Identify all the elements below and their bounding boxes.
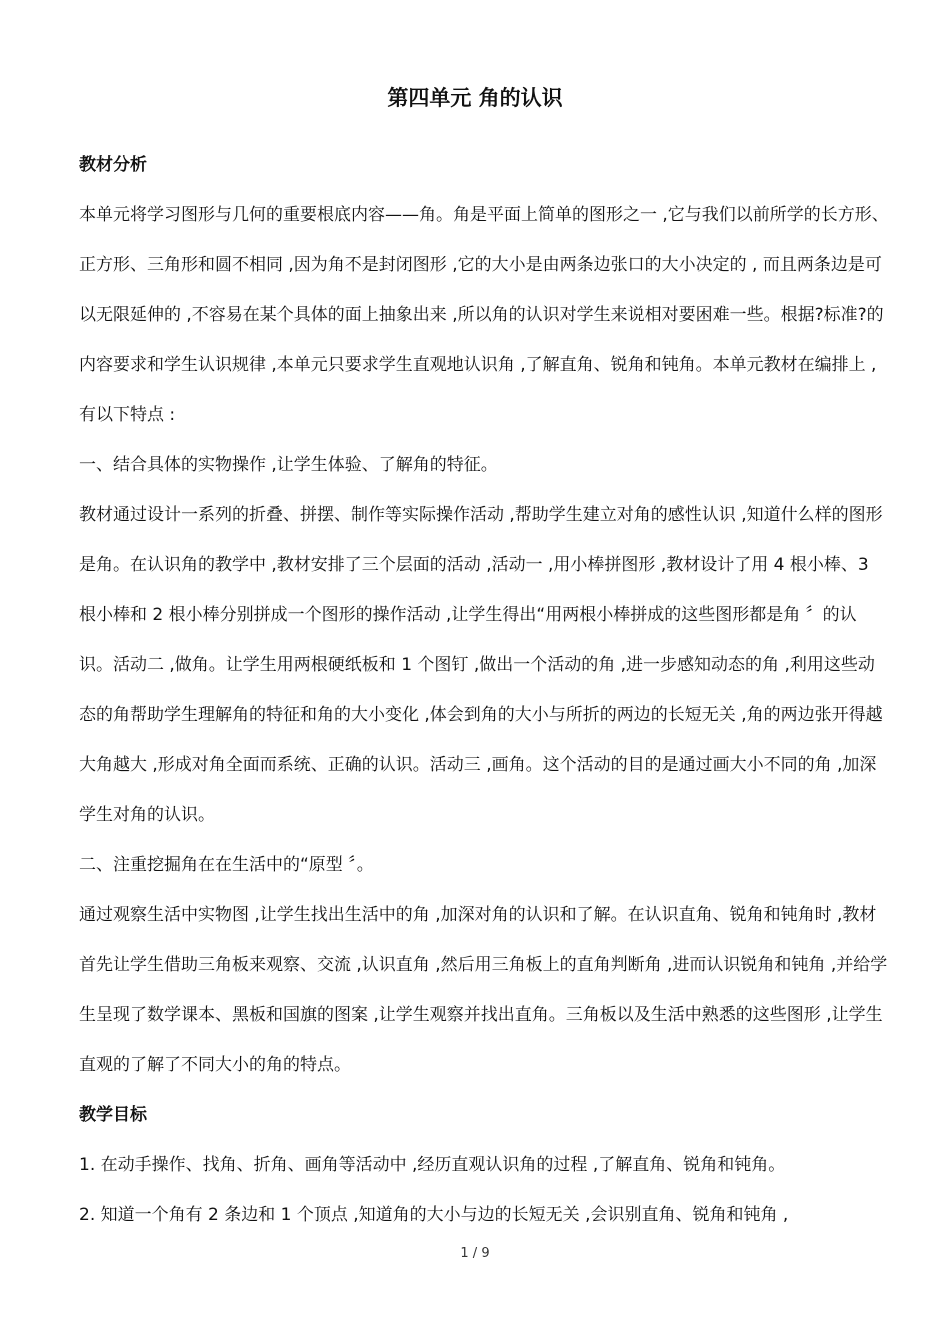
paragraph: 通过观察生活中实物图 ,让学生找出生活中的角 ,加深对角的认识和了解。在认识直角、锐角和钝角时 ,教材首先让学生借助三角板来观察、交流 ,认识直角 ,然后用三角板上的直角判断角 ,进而认识锐角和钝角 ,并给学生呈现了数学课本、黑板和国旗的图案 ,让学生观察并找出直角。三角板以及生活中熟悉的这些图形 ,让学生直观的了解了不同大小的角的特点。	[79, 905, 888, 1075]
paragraph: 本单元将学习图形与几何的重要根底内容——角。角是平面上简单的图形之一 ,它与我们以前所学的长方形、正方形、三角形和圆不相同 ,因为角不是封闭图形 ,它的大小是由两条边张口的大小决定的 , 而且两条边是可以无限延伸的 ,不容易在某个具体的面上抽象出来 ,所以角的认识对学生来说相对要困难一些。根据?标准?的内容要求和学生认识规律 ,本单元只要求学生直观地认识角 ,了解直角、锐角和钝角。本单元教材在编排上 ,有以下特点 :	[79, 205, 889, 425]
list-item: 一、结合具体的实物操作 ,让学生体验、了解角的特征。	[79, 455, 498, 475]
page-title: 第四单元 角的认识	[387, 86, 563, 110]
document-body	[68, 140, 890, 1240]
paragraph: 教材通过设计一系列的折叠、拼摆、制作等实际操作活动 ,帮助学生建立对角的感性认识 ,知道什么样的图形是角。在认识角的教学中 ,教材安排了三个层面的活动 ,活动一 ,用小棒拼图形 ,教材设计了用 4 根小棒、3 根小棒和 2 根小棒分别拼成一个图形的操作活动 ,让学生得出“用两根小棒拼成的这些图形都是角 〞的认识。活动二 ,做角。让学生用两根硬纸板和 1 个图钉 ,做出一个活动的角 ,进一步感知动态的角 ,利用这些动态的角帮助学生理解角的特征和角的大小变化 ,体会到角的大小与所折的两边的长短无关 ,角的两边张开得越大角越大 ,形成对角全面而系统、正确的认识。活动三 ,画角。这个活动的目的是通过画大小不同的角 ,加深学生对角的认识。	[79, 505, 883, 825]
list-item: 2. 知道一个角有 2 条边和 1 个顶点 ,知道角的大小与边的长短无关 ,会识别直角、锐角和钝角 ,	[79, 1205, 789, 1225]
list-item: 二、注重挖掘角在在生活中的“原型 〞。	[79, 855, 374, 875]
section-heading: 教学目标	[79, 1105, 147, 1125]
section-heading: 教材分析	[79, 155, 147, 175]
list-item: 1. 在动手操作、找角、折角、画角等活动中 ,经历直观认识角的过程 ,了解直角、锐角和钝角。	[79, 1155, 786, 1175]
page-number: 1 / 9	[460, 1246, 490, 1261]
